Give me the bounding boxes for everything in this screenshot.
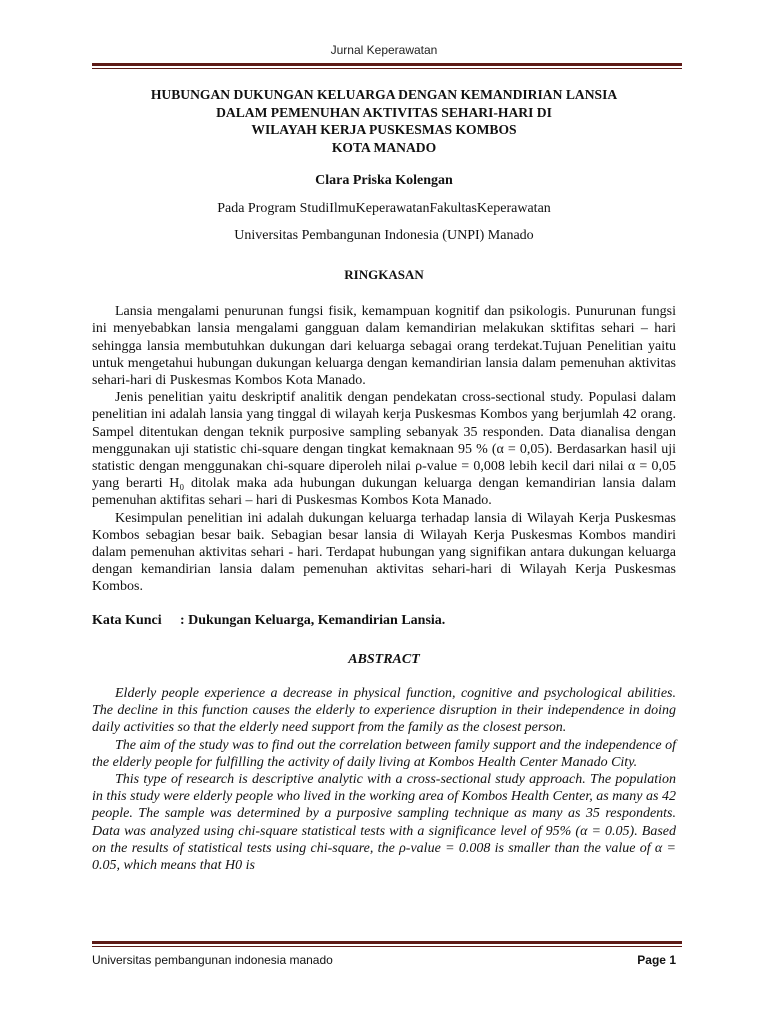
- footer-rule-thin: [92, 946, 682, 947]
- keywords: [92, 612, 676, 629]
- affiliation-university: Universitas Pembangunan Indonesia (UNPI) Manado: [234, 227, 534, 243]
- author-name: Clara Priska Kolengan: [315, 173, 453, 189]
- title-line: KOTA MANADO: [331, 139, 437, 155]
- footer-institution: Universitas pembangunan indonesia manado: [92, 953, 333, 967]
- title-line: HUBUNGAN DUKUNGAN KELUARGA DENGAN KEMANDIRIAN LANSIA: [150, 87, 618, 102]
- paper-title: [92, 86, 676, 156]
- title-line: DALAM PEMENUHAN AKTIVITAS SEHARI-HARI DI: [216, 104, 552, 120]
- ringkasan-heading: RINGKASAN: [344, 266, 424, 282]
- journal-header: Jurnal Keperawatan: [330, 43, 438, 57]
- page-content: [92, 86, 676, 874]
- ringkasan-body: [92, 303, 676, 595]
- keywords-label: Kata Kunci: [92, 612, 162, 628]
- ringkasan-paragraph: Jenis penelitian yaitu deskriptif analitik dengan pendekatan cross-sectional study. Populasi dalam penelitian ini adalah lansia yang tinggal di wilayah kerja Puskesmas Kombos yang berjumlah 42 orang. Sampel ditentukan dengan teknik purposive sampling sebanyak 35 responden. Data dianalisa dengan menggunakan uji statistic chi-square dengan tingkat kemaknaan 95 % (α = 0,05). Berdasarkan hasil uji statistic dengan menggunakan chi-square diperoleh nilai ρ-value = 0,008 lebih kecil dari nilai α = 0,05 yang berarti H₀ ditolak maka ada hubungan dukungan keluarga dengan kemandirian lansia dalam pemenuhan aktifitas sehari – hari di Puskesmas Kombos Kota Manado.: [92, 390, 676, 509]
- header-rule: [92, 63, 682, 66]
- abstract-heading: ABSTRACT: [348, 651, 420, 667]
- abstract-paragraph: This type of research is descriptive analytic with a cross-sectional study approach. The population in this study were elderly people who lived in the working area of Kombos Health Center, as many as 42 people. The sample was determined by a purposive sampling technique as many as 35 respondents. Data was analyzed using chi-square statistical tests with a significance level of 95% (α = 0.05). Based on the results of statistical tests using chi-square, the ρ-value = 0.008 is smaller than the value of α = 0.05, which means that H0 is: [92, 772, 676, 874]
- keywords-value: : Dukungan Keluarga, Kemandirian Lansia.: [180, 612, 446, 628]
- page-number: Page 1: [637, 953, 676, 967]
- ringkasan-paragraph: Lansia mengalami penurunan fungsi fisik, kemampuan kognitif dan psikologis. Punurunan fungsi ini menyebabkan lansia mengalami gangguan dalam kemandirian melakukan sktifitas sehari – hari sehingga lansia membutuhkan dukungan dari keluarga sebagai orang terdekat.Tujuan Penelitian yaitu untuk mengetahui hubungan dukungan keluarga dengan kemandirian lansia dalam pemenuhan aktivitas sehari-hari di Puskesmas Kombos Kota Manado.: [92, 304, 676, 388]
- title-line: WILAYAH KERJA PUSKESMAS KOMBOS: [251, 122, 517, 138]
- footer-rule: [92, 941, 682, 944]
- abstract-body: [92, 685, 676, 874]
- abstract-paragraph: Elderly people experience a decrease in physical function, cognitive and psychological abilities. The decline in this function causes the elderly to experience disruption in their independence in doing daily activities so that the elderly need support from the family as the closest person.: [92, 686, 676, 736]
- abstract-paragraph: The aim of the study was to find out the correlation between family support and the independence of the elderly people for fulfilling the activity of daily living at Kombos Health Center Manado City.: [92, 737, 676, 770]
- ringkasan-paragraph: Kesimpulan penelitian ini adalah dukungan keluarga terhadap lansia di Wilayah Kerja Puskesmas Kombos sebagian besar baik. Sebagian besar lansia di Wilayah Kerja Puskesmas Kombos mandiri dalam pemenuhan aktivitas sehari - hari. Terdapat hubungan yang signifikan antara dukungan keluarga dengan kemandirian lansia dalam pemenuhan aktivitas sehari-hari di Wilayah Kerja Puskesmas Kombos.: [92, 510, 676, 595]
- affiliation-program: Pada Program StudiIlmuKeperawatanFakultasKeperawatan: [217, 200, 551, 216]
- header-rule-thin: [92, 68, 682, 69]
